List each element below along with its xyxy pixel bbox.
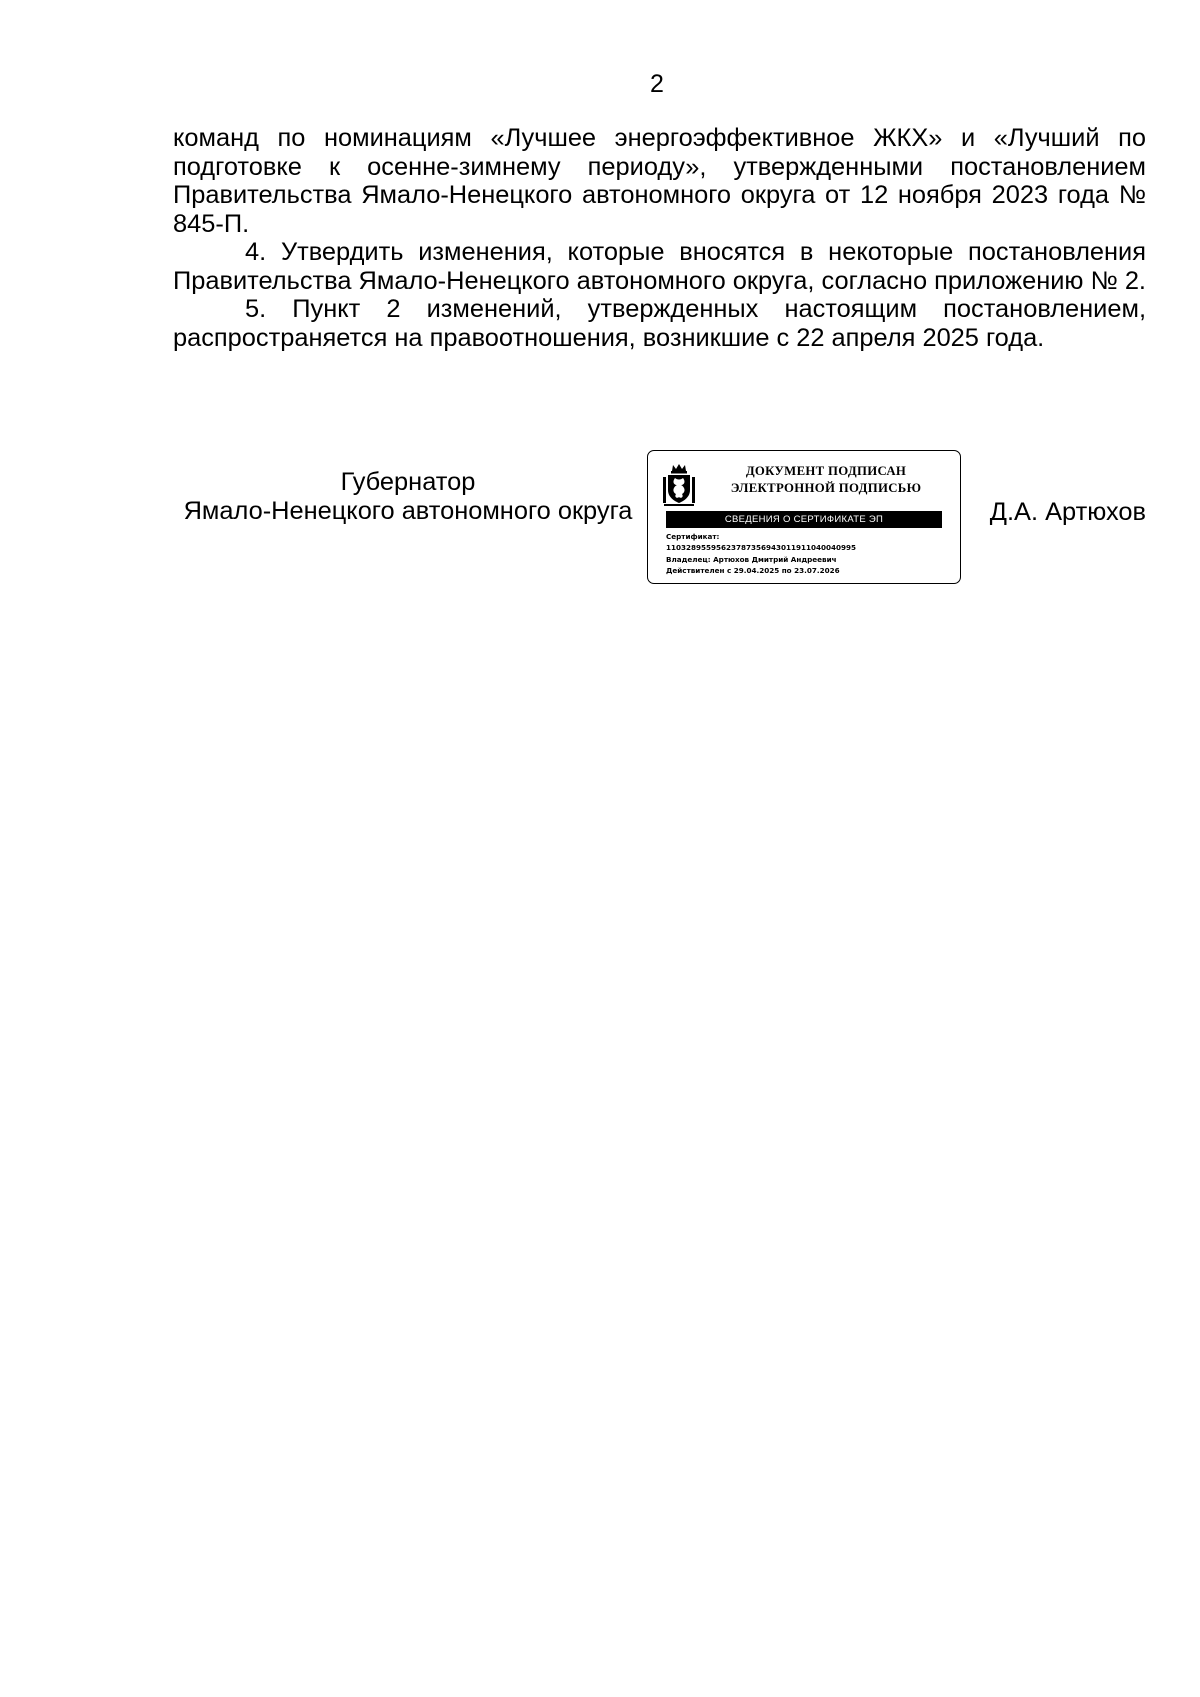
stamp-title-line1: ДОКУМЕНТ ПОДПИСАН — [745, 464, 907, 478]
paragraph-continuation: команд по номинациям «Лучшее энергоэффективное ЖКХ» и «Лучший по подготовке к осенне-зимнему периоду», утвержденными постановлением Правительства Ямало-Ненецкого автономного округа от 12 ноября 2023 года № 845-П. — [173, 124, 1146, 238]
certificate-number: 11032895595623787356943011911040040995 — [666, 543, 857, 553]
page-number: 2 — [650, 70, 664, 98]
paragraph-item-4: 4. Утвердить изменения, которые вносятся в некоторые постановления Правительства Ямало-Ненецкого автономного округа, согласно приложению № 2. — [173, 238, 1146, 295]
coat-of-arms-icon — [660, 461, 698, 507]
signer-position — [173, 468, 643, 526]
certificate-label: Сертификат: — [666, 532, 720, 541]
paragraph-item-5: 5. Пункт 2 изменений, утвержденных настоящим постановлением, распространяется на правоотношения, возникшие с 22 апреля 2025 года. — [173, 295, 1146, 352]
stamp-title — [706, 463, 946, 497]
certificate-details — [666, 531, 950, 577]
certificate-owner: Владелец: Артюхов Дмитрий Андреевич — [666, 554, 837, 564]
electronic-signature-stamp — [647, 450, 961, 584]
certificate-info-bar: СВЕДЕНИЯ О СЕРТИФИКАТЕ ЭП — [666, 511, 942, 528]
document-body — [173, 124, 1146, 352]
signature-block — [173, 450, 1146, 590]
signer-position-line1: Губернатор — [340, 468, 476, 496]
stamp-title-line2: ЭЛЕКТРОННОЙ ПОДПИСЬЮ — [730, 481, 922, 495]
signer-name: Д.А. Артюхов — [989, 498, 1146, 526]
certificate-validity: Действителен с 29.04.2025 по 23.07.2026 — [666, 566, 840, 576]
signer-position-line2: Ямало-Ненецкого автономного округа — [183, 497, 633, 525]
